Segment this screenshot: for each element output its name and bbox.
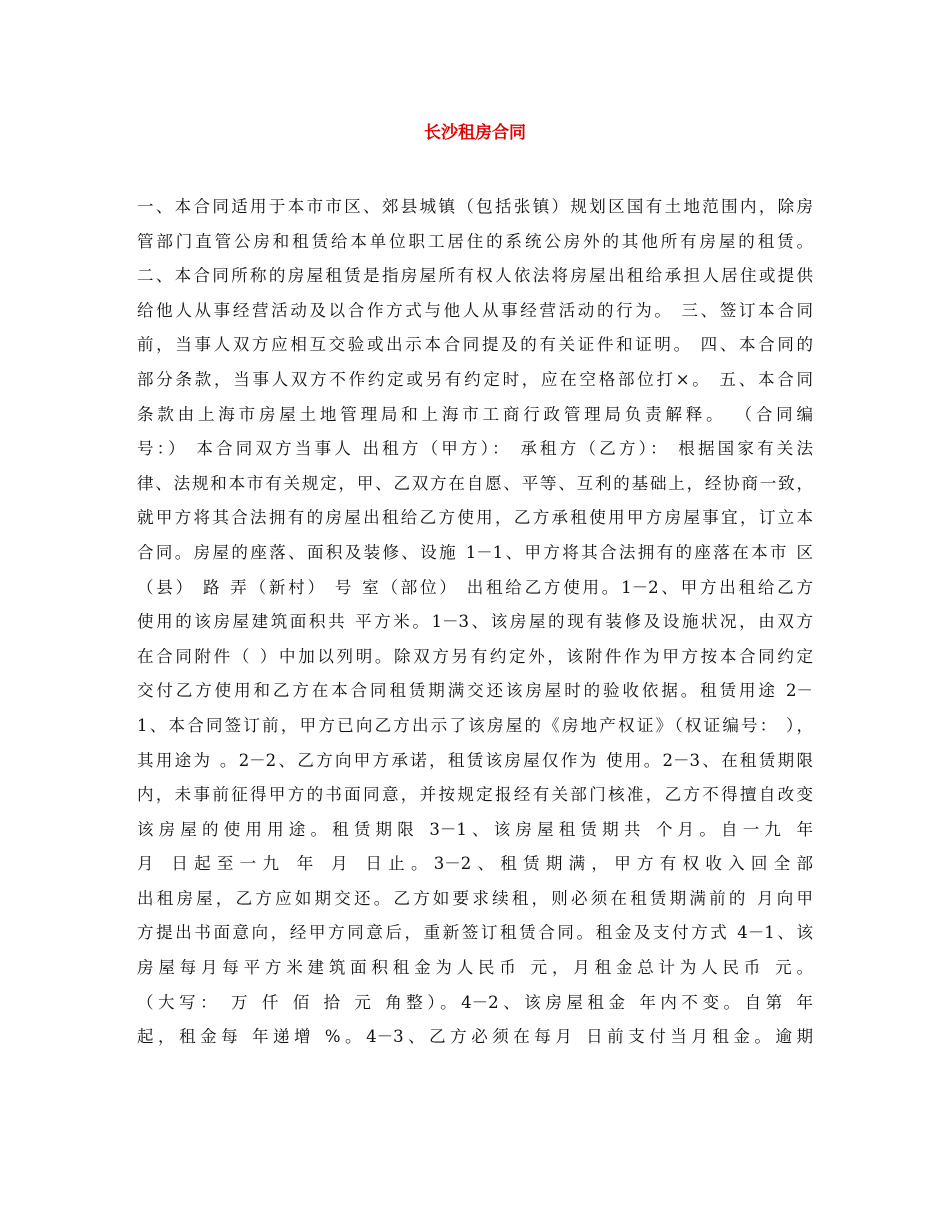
body-line: 部分条款，当事人双方不作约定或另有约定时，应在空格部位打×。 五、本合同	[137, 369, 813, 389]
body-line: 管部门直管公房和租赁给本单位职工居住的系统公房外的其他所有房屋的租赁。	[137, 231, 813, 251]
contract-body	[137, 190, 813, 1055]
body-line: 使用的该房屋建筑面积共 平方米。1－3、该房屋的现有装修及设施状况，由双方	[137, 612, 813, 632]
document-title: 长沙租房合同	[424, 123, 526, 143]
body-line: 前，当事人双方应相互交验或出示本合同提及的有关证件和证明。 四、本合同的	[137, 335, 813, 355]
body-line: 条款由上海市房屋土地管理局和上海市工商行政管理局负责解释。 （合同编	[137, 404, 813, 424]
body-line: 律、法规和本市有关规定，甲、乙双方在自愿、平等、互利的基础上，经协商一致，	[137, 473, 813, 493]
body-line: 出租房屋，乙方应如期交还。乙方如要求续租，则必须在租赁期满前的 月向甲	[137, 888, 813, 908]
body-line: 一、本合同适用于本市市区、郊县城镇（包括张镇）规划区国有土地范围内，除房	[137, 197, 813, 216]
body-line: 月 日起至一九 年 月 日止。3－2、租赁期满，甲方有权收入回全部	[137, 854, 813, 874]
body-line: 方提出书面意向，经甲方同意后，重新签订租赁合同。租金及支付方式 4－1、该	[137, 923, 813, 943]
body-line: 其用途为 。2－2、乙方向甲方承诺，租赁该房屋仅作为 使用。2－3、在租赁期限	[137, 750, 813, 770]
body-line: 在合同附件（ ）中加以列明。除双方另有约定外，该附件作为甲方按本合同约定	[137, 646, 813, 666]
body-line: 二、本合同所称的房屋租赁是指房屋所有权人依法将房屋出租给承担人居住或提供	[137, 266, 813, 286]
body-line: 合同。房屋的座落、面积及装修、设施 1－1、甲方将其合法拥有的座落在本市 区	[137, 542, 813, 562]
body-line: 1、本合同签订前，甲方已向乙方出示了该房屋的《房地产权证》（权证编号： ），	[137, 715, 813, 735]
body-line: 起，租金每 年递增 %。4－3、乙方必须在每月 日前支付当月租金。逾期	[137, 1027, 813, 1047]
body-line: 给他人从事经营活动及以合作方式与他人从事经营活动的行为。 三、签订本合同	[137, 300, 813, 320]
body-line: （大写： 万 仟 佰 拾 元 角整）。4－2、该房屋租金 年内不变。自第 年	[137, 992, 813, 1012]
body-line: 该房屋的使用用途。租赁期限 3－1、该房屋租赁期共 个月。自一九 年	[137, 819, 813, 839]
body-line: 就甲方将其合法拥有的房屋出租给乙方使用，乙方承租使用甲方房屋事宜，订立本	[137, 508, 813, 528]
body-line: （县） 路 弄（新村） 号 室（部位） 出租给乙方使用。1－2、甲方出租给乙方	[137, 577, 813, 597]
body-line: 交付乙方使用和乙方在本合同租赁期满交还该房屋时的验收依据。租赁用途 2－	[137, 681, 813, 701]
body-line: 号：） 本合同双方当事人 出租方（甲方）： 承租方（乙方）： 根据国家有关法	[137, 439, 813, 459]
body-line: 内，未事前征得甲方的书面同意，并按规定报经有关部门核准，乙方不得擅自改变	[137, 785, 813, 805]
body-line: 房屋每月每平方米建筑面积租金为人民币 元，月租金总计为人民币 元。	[137, 958, 813, 978]
